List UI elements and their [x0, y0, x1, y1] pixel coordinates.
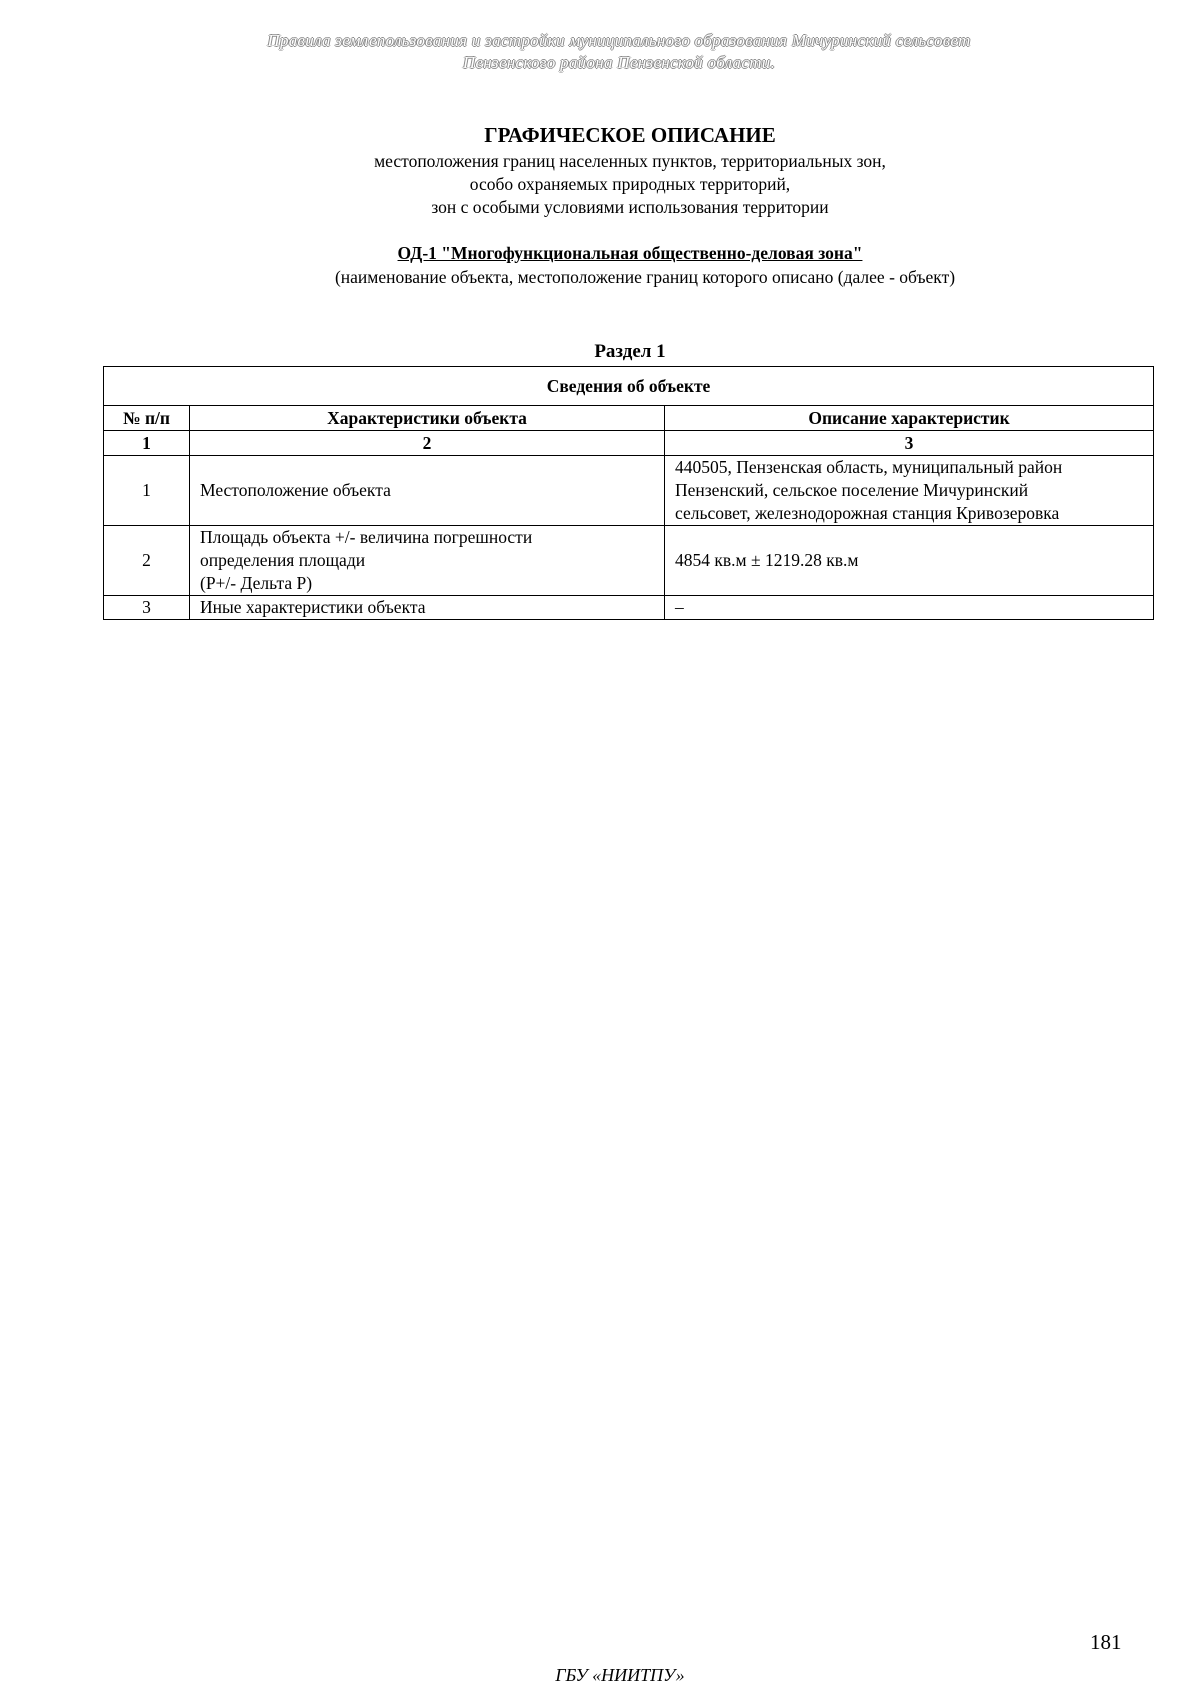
description-line: сельсовет, железнодорожная станция Кривозеровка	[675, 503, 1060, 523]
row-description	[665, 596, 1154, 620]
table-header-row	[104, 406, 1154, 431]
characteristic-line: Местоположение объекта	[200, 480, 391, 500]
header-number: № п/п	[104, 406, 190, 431]
description-line: 440505, Пензенская область, муниципальный район	[675, 457, 1063, 477]
table-row	[104, 526, 1154, 596]
characteristic-line: Иные характеристики объекта	[200, 597, 426, 617]
row-characteristic	[190, 456, 665, 526]
document-title: ГРАФИЧЕСКОЕ ОПИСАНИЕ	[484, 123, 776, 147]
object-caption: (наименование объекта, местоположение границ которого описано (далее - объект)	[334, 267, 956, 287]
characteristic-line: Площадь объекта +/- величина погрешности	[200, 527, 533, 547]
table-row	[104, 596, 1154, 620]
row-characteristic	[190, 596, 665, 620]
column-number: 2	[190, 431, 665, 456]
table-caption-row	[104, 367, 1154, 406]
row-number: 2	[104, 526, 190, 596]
subtitle-line-1: местоположения границ населенных пунктов, территориальных зон,	[374, 151, 886, 171]
header-description: Описание характеристик	[665, 406, 1154, 431]
row-description	[665, 526, 1154, 596]
characteristic-line: (P+/- Дельта P)	[200, 573, 313, 593]
running-header-line-1: Правила землепользования и застройки муниципального образования Мичуринский сельсовет	[267, 31, 971, 50]
running-header-line-2: Пензенского района Пензенской области.	[462, 53, 776, 72]
row-number: 1	[104, 456, 190, 526]
characteristic-line: определения площади	[200, 550, 366, 570]
section-title: Раздел 1	[594, 341, 666, 362]
column-number: 3	[665, 431, 1154, 456]
description-line: 4854 кв.м ± 1219.28 кв.м	[675, 550, 859, 570]
object-info-table	[103, 366, 1154, 620]
subtitle-line-2: особо охраняемых природных территорий,	[469, 174, 791, 194]
row-characteristic	[190, 526, 665, 596]
description-line: Пензенский, сельское поселение Мичуринский	[675, 480, 1029, 500]
row-description	[665, 456, 1154, 526]
row-number: 3	[104, 596, 190, 620]
column-number: 1	[104, 431, 190, 456]
table-row	[104, 456, 1154, 526]
running-header	[0, 30, 1200, 74]
page-number: 181	[1090, 1630, 1122, 1654]
footer-organization: ГБУ «НИИТПУ»	[555, 1665, 685, 1685]
description-line: –	[675, 597, 684, 617]
header-characteristic: Характеристики объекта	[190, 406, 665, 431]
subtitle-line-3: зон с особыми условиями использования территории	[431, 197, 829, 217]
document-subtitle	[0, 150, 1200, 219]
object-name: ОД-1 "Многофункциональная общественно-деловая зона"	[397, 243, 863, 263]
table-column-number-row	[104, 431, 1154, 456]
table-caption: Сведения об объекте	[104, 367, 1154, 406]
